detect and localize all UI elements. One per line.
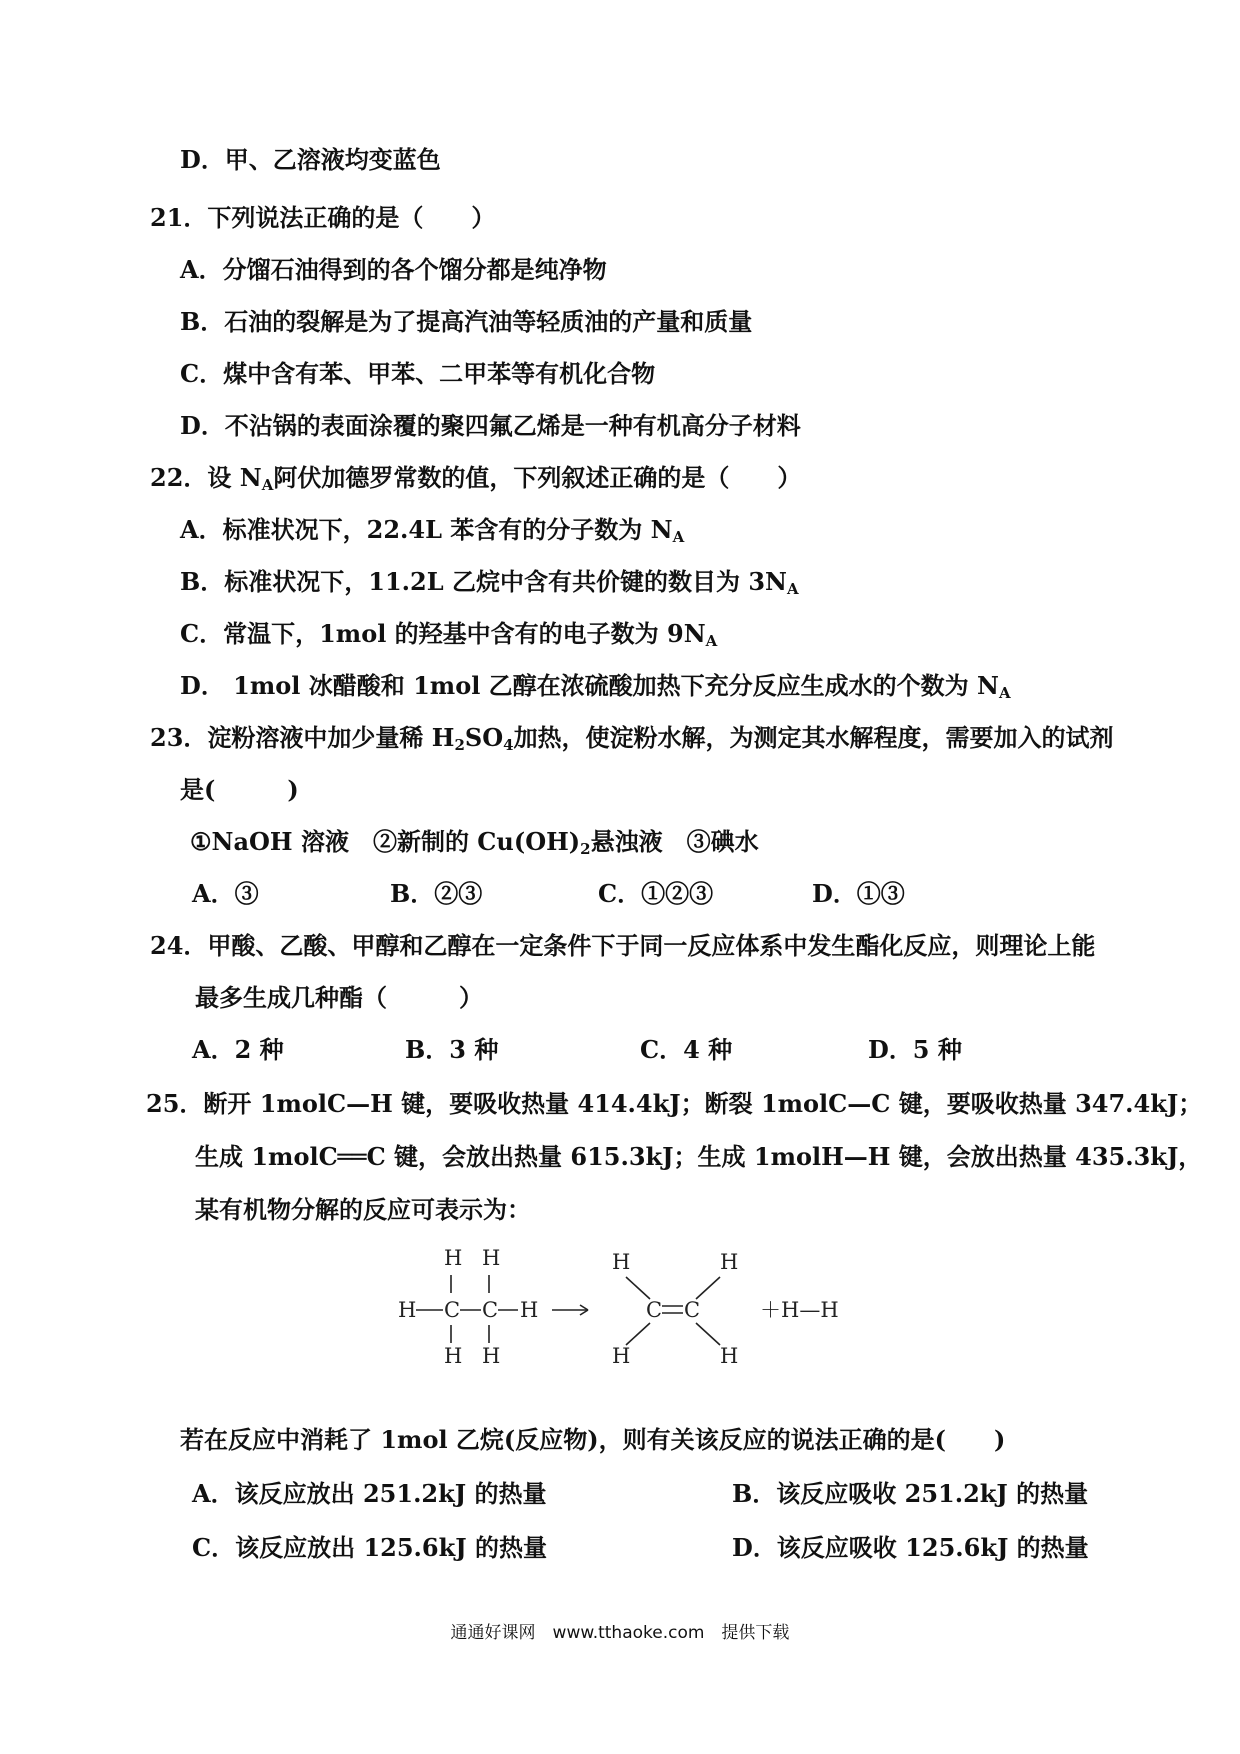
- reaction-structural-diagram: [390, 1235, 860, 1385]
- q25-line3: 某有机物分解的反应可表示为：: [195, 1195, 531, 1224]
- ethylene-c-right: C: [684, 1298, 701, 1322]
- q21-option-b: B．石油的裂解是为了提高汽油等轻质油的产量和质量: [180, 307, 753, 336]
- q23-option-a: A．③: [192, 879, 259, 908]
- q22-option-d: D． 1mol 冰醋酸和 1mol 乙醇在浓硫酸加热下充分反应生成水的个数为 $N_A$: [180, 671, 1011, 702]
- q25-line1: 25．断开 1molC—H 键，要吸收热量 414.4kJ；断裂 1molC—C 键，要吸收热量 347.4kJ；: [146, 1089, 1203, 1118]
- q21-option-c: C．煤中含有苯、甲苯、二甲苯等有机化合物: [180, 359, 656, 388]
- footer-download-note: 通通好课网 www.tthaoke.com 提供下载: [450, 1623, 790, 1643]
- ethane-c-right: C: [482, 1298, 499, 1322]
- q22-stem: 22．设 $N_A$阿伏加德罗常数的值，下列叙述正确的是（ ）: [150, 463, 802, 494]
- q21-option-d: D．不沾锅的表面涂覆的聚四氟乙烯是一种有机高分子材料: [180, 411, 801, 440]
- q20-option-d: D．甲、乙溶液均变蓝色: [180, 145, 441, 174]
- ethylene-h-top-left: H: [612, 1250, 631, 1274]
- q25-option-a: A．该反应放出 251.2kJ 的热量: [192, 1479, 547, 1508]
- q25-question: 若在反应中消耗了 1mol 乙烷(反应物)，则有关该反应的说法正确的是( ): [180, 1425, 1006, 1454]
- q24-option-a: A．2 种: [192, 1035, 284, 1064]
- ethane-h-bottom-right: H: [482, 1344, 501, 1368]
- q23-reagents: ①NaOH 溶液 ②新制的 $Cu(OH)_2$悬浊液 ③碘水: [190, 827, 759, 858]
- q25-option-c: C．该反应放出 125.6kJ 的热量: [192, 1533, 547, 1562]
- q24-option-c: C．4 种: [640, 1035, 733, 1064]
- q24-option-b: B．3 种: [405, 1035, 499, 1064]
- ethane-h-top-left: H: [444, 1246, 463, 1270]
- q23-option-c: C．①②③: [598, 879, 714, 908]
- q21-stem: 21．下列说法正确的是（ ）: [150, 203, 496, 232]
- ethane-h-top-right: H: [482, 1246, 501, 1270]
- q23-stem-line1: 23．淀粉溶液中加少量稀 $H_2SO_4$加热，使淀粉水解，为测定其水解程度，需要加入的试剂: [150, 723, 1114, 754]
- ethylene-c-left: C: [646, 1298, 663, 1322]
- q22-option-a: A．标准状况下，22.4L 苯含有的分子数为 $N_A$: [180, 515, 685, 546]
- q22-option-c: C．常温下，1mol 的羟基中含有的电子数为 $9N_A$: [180, 619, 718, 650]
- q21-option-a: A．分馏石油得到的各个馏分都是纯净物: [180, 255, 607, 284]
- q24-stem-line1: 24．甲酸、乙酸、甲醇和乙醇在一定条件下于同一反应体系中发生酯化反应，则理论上能: [150, 931, 1096, 960]
- ethane-h-left: H: [398, 1298, 417, 1322]
- q24-option-d: D．5 种: [868, 1035, 962, 1064]
- q23-option-b: B．②③: [390, 879, 483, 908]
- q25-option-d: D．该反应吸收 125.6kJ 的热量: [732, 1533, 1089, 1562]
- q22-option-b: B．标准状况下，11.2L 乙烷中含有共价键的数目为 $3N_A$: [180, 567, 799, 598]
- ethylene-h-bottom-left: H: [612, 1344, 631, 1368]
- ethane-h-right: H: [520, 1298, 539, 1322]
- q24-stem-line2: 最多生成几种酯（ ）: [195, 983, 483, 1012]
- hydrogen-product: ＋H—H: [760, 1298, 839, 1322]
- q23-option-d: D．①③: [812, 879, 905, 908]
- q23-stem-line2: 是( ): [180, 775, 299, 804]
- ethylene-h-bottom-right: H: [720, 1344, 739, 1368]
- ethane-c-left: C: [444, 1298, 461, 1322]
- ethane-h-bottom-left: H: [444, 1344, 463, 1368]
- ethylene-h-top-right: H: [720, 1250, 739, 1274]
- q25-line2: 生成 1molC══C 键，会放出热量 615.3kJ；生成 1molH—H 键，会放出热量 435.3kJ，: [195, 1142, 1203, 1171]
- q25-option-b: B．该反应吸收 251.2kJ 的热量: [732, 1479, 1089, 1508]
